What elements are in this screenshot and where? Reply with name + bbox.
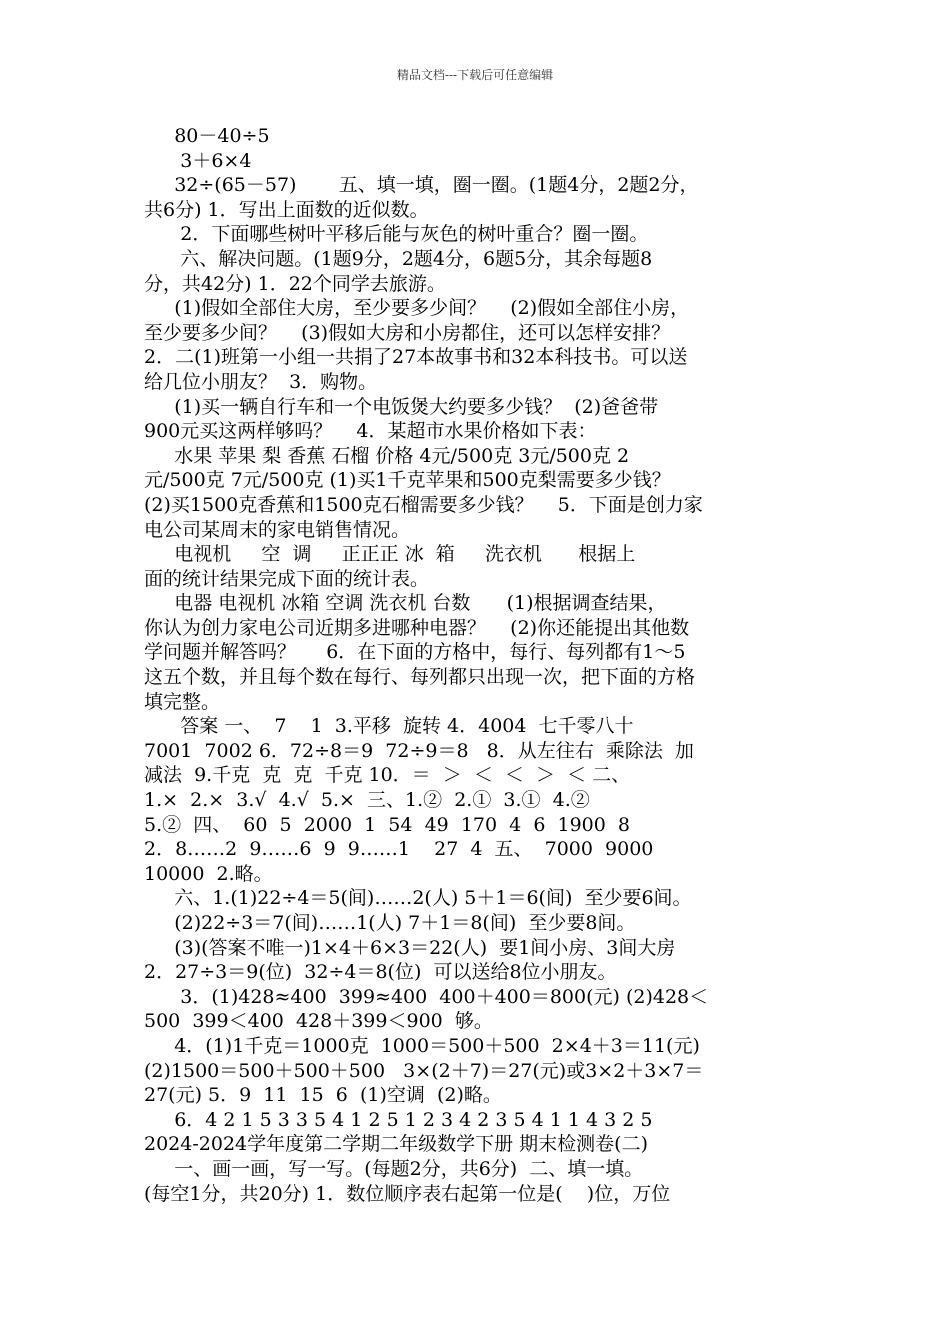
text-line: (1)假如全部住大房，至少要多少间？ (2)假如全部住小房，	[144, 297, 690, 320]
text-line: 你认为创力家电公司近期多进哪种电器？ (2)你还能提出其他数	[144, 616, 690, 639]
text-line: 1.× 2.× 3.√ 4.√ 5.× 三、1.② 2.① 3.① 4.②	[144, 789, 590, 812]
text-line: 这五个数，并且每个数在每行、每列都只出现一次，把下面的方格	[144, 666, 696, 689]
text-line: 80－40÷5	[144, 125, 270, 147]
text-line: (每空1分，共20分) 1．数位顺序表右起第一位是( )位，万位	[144, 1182, 671, 1205]
text-line: (1)买一辆自行车和一个电饭煲大约要多少钱？ (2)爸爸带	[144, 395, 659, 418]
text-line: 电公司某周末的家电销售情况。	[144, 518, 411, 541]
text-line: 2．二(1)班第一小组一共捐了27本故事书和32本科技书。可以送	[144, 346, 688, 369]
text-line: 面的统计结果完成下面的统计表。	[144, 567, 430, 590]
text-line: 2024-2024学年度第二学期二年级数学下册 期末检测卷(二)	[144, 1133, 648, 1156]
text-line: 分，共42分) 1．22个同学去旅游。	[144, 272, 446, 295]
text-line: 至少要多少间？ (3)假如大房和小房都住，还可以怎样安排？	[144, 321, 671, 344]
text-line: 900元买这两样够吗？ 4．某超市水果价格如下表：	[144, 420, 597, 443]
text-line: (3)(答案不唯一)1×4＋6×3＝22(人) 要1间小房、3间大房	[144, 936, 676, 959]
text-line: 元/500克 7元/500克 (1)买1千克苹果和500克梨需要多少钱？	[144, 469, 671, 492]
text-line: 填完整。	[144, 690, 221, 713]
text-line: (2)1500＝500＋500＋500 3×(2＋7)＝27(元)或3×2＋3×7＝	[144, 1059, 704, 1082]
text-line: 3．(1)428≈400 399≈400 400＋400＝800(元) (2)428＜	[144, 985, 709, 1008]
text-line: 2．27÷3＝9(位) 32÷4＝8(位) 可以送给8位小朋友。	[144, 961, 617, 984]
text-line: 27(元) 5．9 11 15 6 (1)空调 (2)略。	[144, 1084, 502, 1107]
text-line: 减法 9.千克 克 克 千克 10．＝ ＞ ＜ ＜ ＞ ＜ 二、	[144, 764, 631, 787]
text-line: 答案 一、 7 1 3.平移 旋转 4．4004 七千零八十	[144, 715, 634, 738]
text-line: 7001 7002 6．72÷8＝9 72÷9＝8 8．从左往右 乘除法 加	[144, 739, 694, 762]
text-line: 共6分) 1．写出上面数的近似数。	[144, 198, 429, 221]
text-line: 水果 苹果 梨 香蕉 石榴 价格 4元/500克 3元/500克 2	[144, 444, 630, 467]
page-header: 精品文档---下载后可任意编辑	[396, 68, 554, 82]
text-line: 6．4 2 1 5 3 3 5 4 1 2 5 1 2 3 4 2 3 5 4 1 1 4 3 2 5	[144, 1108, 653, 1131]
document-body	[144, 124, 810, 1206]
text-line: 2．下面哪些树叶平移后能与灰色的树叶重合？圈一圈。	[144, 223, 649, 246]
text-line: 32÷(65－57) 五、填一填，圈一圈。(1题4分，2题2分，	[144, 174, 699, 197]
text-line: 给几位小朋友？ 3．购物。	[144, 370, 378, 393]
text-line: 500 399＜400 428＋399＜900 够。	[144, 1010, 493, 1033]
text-line: 六、解决问题。(1题9分，2题4分，6题5分，其余每题8	[144, 247, 653, 270]
text-line: (2)22÷3＝7(间)……1(人) 7＋1＝8(间) 至少要8间。	[144, 912, 636, 934]
text-line: 电视机 空 调 正正正 冰 箱 洗衣机 根据上	[144, 543, 636, 566]
text-line: 3＋6×4	[144, 149, 252, 172]
text-line: (2)买1500克香蕉和1500克石榴需要多少钱？ 5．下面是创力家	[144, 493, 703, 516]
text-line: 一、画一画，写一写。(每题2分，共6分) 二、填一填。	[144, 1157, 644, 1180]
text-line: 学问题并解答吗？ 6．在下面的方格中，每行、每列都有1～5	[144, 641, 686, 664]
text-line: 电器 电视机 冰箱 空调 洗衣机 台数 (1)根据调查结果，	[144, 592, 667, 615]
text-line: 5.② 四、 60 5 2000 1 54 49 170 4 6 1900 8	[144, 813, 631, 836]
text-line: 10000 2.略。	[144, 862, 273, 885]
text-line: 4．(1)1千克＝1000克 1000＝500＋500 2×4＋3＝11(元)	[144, 1034, 700, 1057]
text-line: 六、1.(1)22÷4＝5(间)……2(人) 5＋1＝6(间) 至少要6间。	[144, 887, 692, 910]
text-line: 2．8……2 9……6 9 9……1 27 4 五、 7000 9000	[144, 838, 654, 861]
